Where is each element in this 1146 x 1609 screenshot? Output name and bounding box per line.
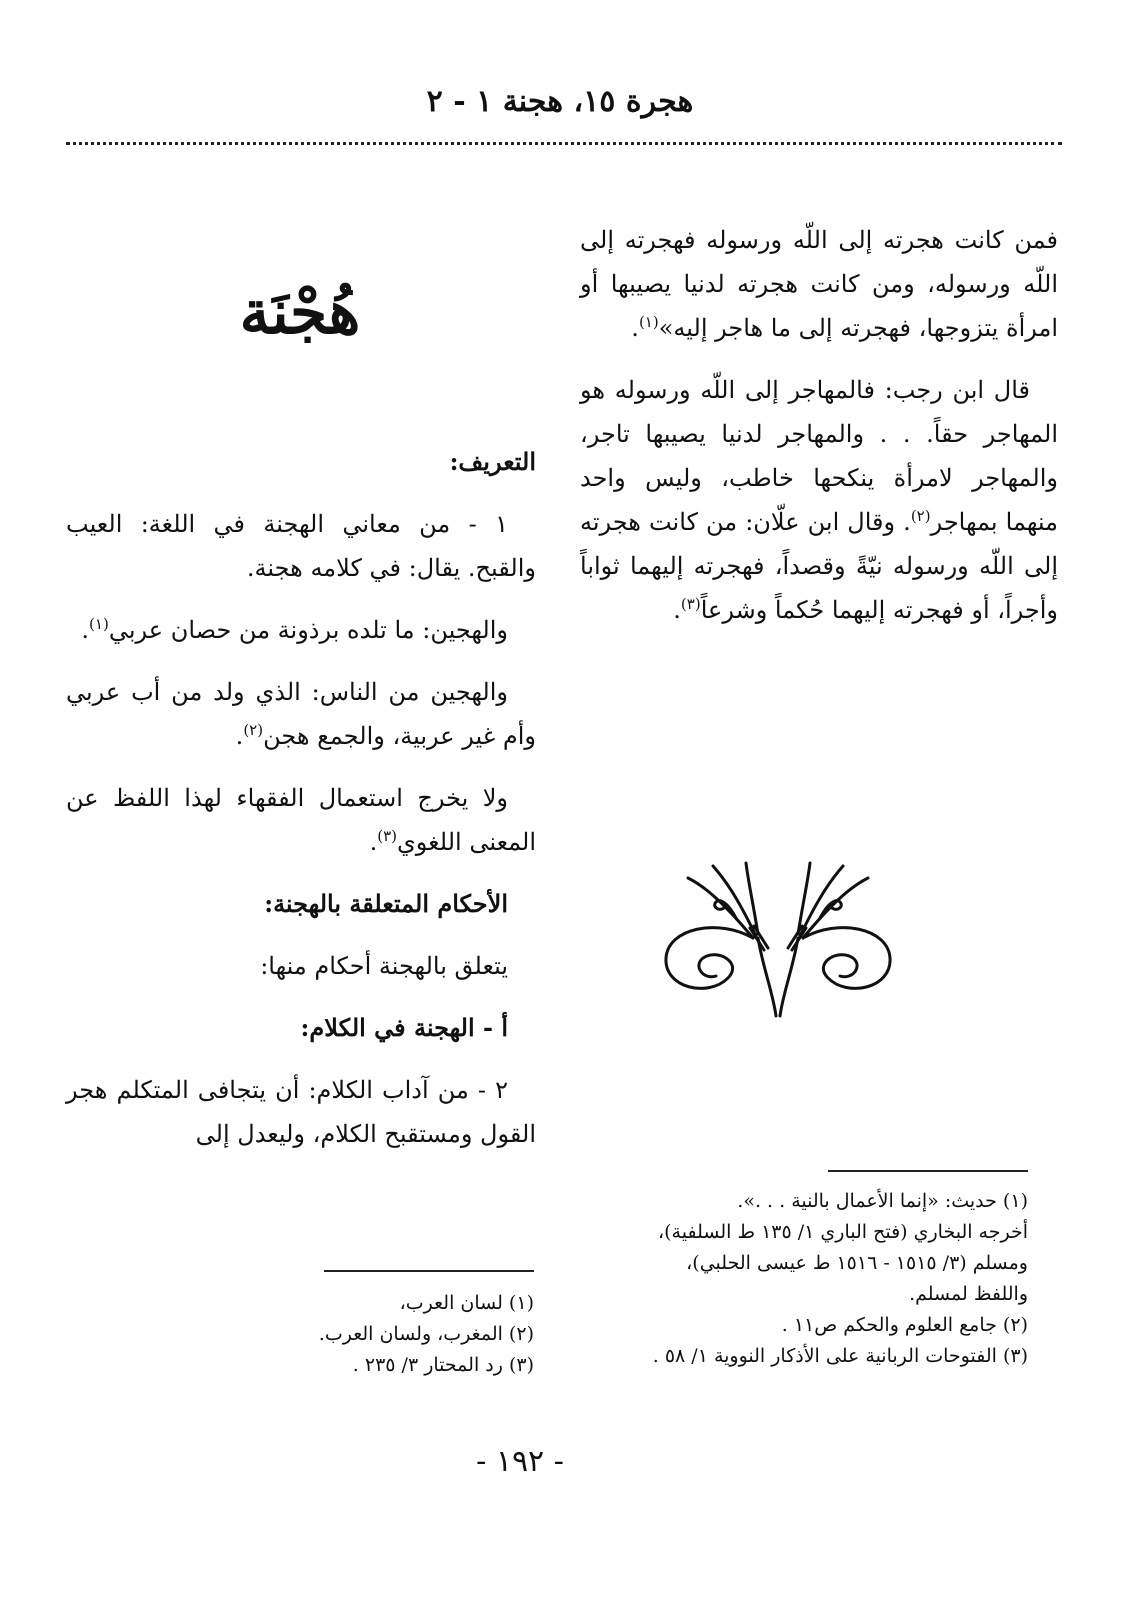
page-number: - ١٩٢ - bbox=[476, 1444, 564, 1479]
footnote-line: (٣) رد المحتار ٣/ ٢٣٥ . bbox=[352, 1354, 534, 1376]
footnote-line: (١) لسان العرب، bbox=[399, 1292, 534, 1314]
footnote-line: ومسلم (٣/ ١٥١٥ - ١٥١٦ ط عيسى الحلبي)، bbox=[686, 1252, 1028, 1274]
paragraph-end: . bbox=[673, 596, 681, 624]
footnote-ref: (٣) bbox=[680, 595, 701, 613]
paragraph-hajin-horse bbox=[66, 608, 536, 652]
footnote-rule-right bbox=[828, 1170, 1028, 1172]
paragraph-end: . bbox=[235, 722, 244, 750]
paragraph-text: . وقال ابن علّان: من كانت هجرته إلى اللّه ورسوله نيّةً وقصداً، فهجرته إليهما ثواباً وأجراً، أو فهجرته إليهما حُكماً وشرعاً bbox=[580, 508, 1058, 624]
running-header: هجرة ١٥، هجنة ١ - ٢ bbox=[426, 84, 694, 119]
header-dotted-rule bbox=[66, 142, 1062, 145]
entry-title: هُجْنَة bbox=[239, 278, 361, 348]
paragraph-text: والهجين: ما تلده برذونة من حصان عربي bbox=[108, 616, 508, 644]
footnotes-left bbox=[114, 1288, 534, 1381]
footnote-rule-left bbox=[324, 1270, 534, 1272]
footnote-line: (٣) الفتوحات الربانية على الأذكار النووية ١/ ٥٨ . bbox=[652, 1345, 1028, 1367]
paragraph-text: ولا يخرج استعمال الفقهاء لهذا اللفظ عن المعنى اللغوي bbox=[66, 784, 536, 856]
paragraph-ibn-rajab bbox=[580, 368, 1058, 632]
footnote-ref: (١) bbox=[89, 615, 109, 633]
decorative-ornament bbox=[658, 858, 898, 1018]
footnote-line: (٢) المغرب، ولسان العرب. bbox=[318, 1323, 534, 1345]
footnote-line: أخرجه البخاري (فتح الباري ١/ ١٣٥ ط السلفية)، bbox=[658, 1221, 1028, 1243]
footnote-ref: (٣) bbox=[377, 827, 397, 845]
paragraph-text: والهجين من الناس: الذي ولد من أب عربي وأم غير عربية، والجمع هجن bbox=[66, 678, 536, 750]
sub-heading-speech: أ - الهجنة في الكلام: bbox=[300, 1013, 508, 1042]
paragraph-jurists-usage bbox=[66, 776, 536, 864]
left-column bbox=[66, 440, 536, 1174]
paragraph-text: فمن كانت هجرته إلى اللّه ورسوله فهجرته إلى اللّه ورسوله، ومن كانت هجرته لدنيا يصيبها أو امرأة يتزوجها، فهجرته إلى ما هاجر إليه» bbox=[580, 226, 1058, 342]
footnote-ref: (١) bbox=[638, 313, 659, 331]
paragraph-hadith-continuation bbox=[580, 218, 1058, 350]
paragraph-hajin-people bbox=[66, 670, 536, 758]
paragraph-speech-etiquette: ٢ - من آداب الكلام: أن يتجافى المتكلم هجر القول ومستقبح الكلام، وليعدل إلى bbox=[66, 1076, 536, 1148]
definition-heading: التعريف: bbox=[449, 447, 536, 476]
footnote-line: (٢) جامع العلوم والحكم ص١١ . bbox=[781, 1314, 1028, 1336]
footnote-line: (١) حديث: «إنما الأعمال بالنية . . .». bbox=[737, 1190, 1028, 1212]
paragraph-definition: ١ - من معاني الهجنة في اللغة: العيب والقبح. يقال: في كلامه هجنة. bbox=[66, 510, 536, 582]
paragraph-end: . bbox=[369, 828, 378, 856]
footnote-line: واللفظ لمسلم. bbox=[909, 1283, 1028, 1305]
footnote-ref: (٢) bbox=[243, 721, 264, 739]
paragraph-end: . bbox=[81, 616, 90, 644]
rulings-intro: يتعلق بالهجنة أحكام منها: bbox=[260, 952, 508, 980]
rulings-heading: الأحكام المتعلقة بالهجنة: bbox=[264, 889, 508, 918]
footnotes-right bbox=[558, 1186, 1028, 1372]
footnote-ref: (٢) bbox=[910, 507, 931, 525]
paragraph-end: . bbox=[631, 314, 639, 342]
right-column bbox=[580, 218, 1058, 650]
paragraph-text: قال ابن رجب: فالمهاجر إلى اللّه ورسوله هو المهاجر حقاً. . . والمهاجر لدنيا يصيبها تاجر، والمهاجر لامرأة ينكحها خاطب، وليس واحد منهما بمهاجر bbox=[580, 376, 1059, 536]
